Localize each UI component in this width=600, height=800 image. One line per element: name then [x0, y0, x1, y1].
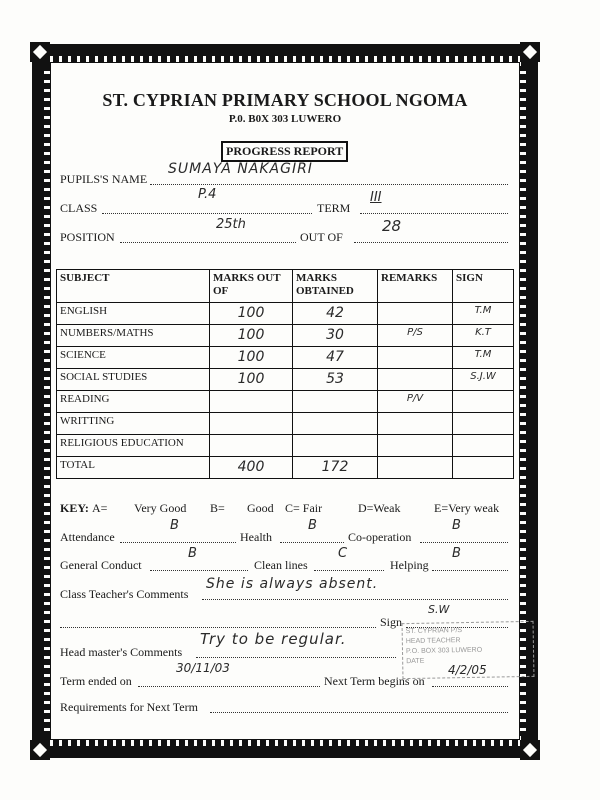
cooperation-value: B [452, 518, 461, 533]
key-a-text: Very Good [134, 501, 187, 515]
marks-obtained-cell [293, 435, 378, 457]
teacher-comments-value: She is always absent. [206, 576, 379, 592]
pupil-name-label: PUPILS'S NAME [60, 172, 148, 186]
clean-lines-label: Clean lines [254, 558, 308, 572]
attendance-label: Attendance [60, 530, 115, 544]
subject-cell: TOTAL [57, 457, 210, 479]
subject-cell: SOCIAL STUDIES [57, 369, 210, 391]
corner-ornament-icon [30, 42, 50, 62]
cooperation-label: Co-operation [348, 530, 412, 544]
term-ended-label: Term ended on [60, 674, 132, 688]
remarks-cell: P/V [378, 391, 453, 413]
requirements-line [210, 700, 508, 713]
marks-obtained-cell [293, 391, 378, 413]
clean-lines-line [314, 558, 384, 571]
sign-cell: T.M [453, 347, 514, 369]
key-b-text: Good [247, 501, 274, 515]
key-b: B= [210, 501, 225, 515]
table-row [57, 369, 514, 391]
teacher-comments-label: Class Teacher's Comments [60, 587, 189, 601]
subject-cell: READING [57, 391, 210, 413]
column-header: SIGN [453, 270, 514, 303]
key-d: D=Weak [358, 501, 401, 515]
attendance-value: B [170, 518, 179, 533]
class-label: CLASS [60, 201, 98, 215]
helping-label: Helping [390, 558, 429, 572]
corner-ornament-icon [520, 42, 540, 62]
marks-obtained-cell: 42 [293, 303, 378, 325]
key-a: A= [92, 501, 108, 515]
table-row [57, 325, 514, 347]
subject-cell: NUMBERS/MATHS [57, 325, 210, 347]
position-label: POSITION [60, 230, 115, 244]
out-of-value: 28 [382, 217, 402, 235]
marks-obtained-cell: 172 [293, 457, 378, 479]
column-header: MARKS OUT OF [210, 270, 293, 303]
stamp-line: ST. CYPRIAN P/S [405, 627, 463, 636]
pupil-name-value: SUMAYA NAKAGIRI [168, 161, 313, 177]
table-header-row [57, 270, 514, 303]
remarks-cell [378, 435, 453, 457]
head-comments-label: Head master's Comments [60, 645, 183, 659]
out-of-label: OUT OF [300, 230, 343, 244]
health-label: Health [240, 530, 272, 544]
remarks-cell [378, 303, 453, 325]
term-ended-line [138, 674, 320, 687]
marks-out-of-cell: 400 [210, 457, 293, 479]
term-ended-value: 30/11/03 [176, 661, 230, 675]
sign-cell: T.M [453, 303, 514, 325]
cooperation-line [420, 530, 508, 543]
po-box: P.0. B0X 303 LUWERO [228, 113, 342, 125]
remarks-cell [378, 369, 453, 391]
marks-out-of-cell [210, 413, 293, 435]
general-conduct-line [150, 558, 248, 571]
key-e: E=Very weak [434, 501, 500, 515]
remarks-cell: P/S [378, 325, 453, 347]
out-of-line [354, 230, 508, 243]
comments-continuation-line [60, 615, 376, 628]
marks-out-of-cell: 100 [210, 369, 293, 391]
subject-cell: WRITTING [57, 413, 210, 435]
table-row [57, 413, 514, 435]
marks-out-of-cell [210, 391, 293, 413]
marks-out-of-cell: 100 [210, 303, 293, 325]
column-header: MARKS OBTAINED [293, 270, 378, 303]
key-c: C= Fair [285, 501, 323, 515]
marks-out-of-cell [210, 435, 293, 457]
table-row [57, 347, 514, 369]
marks-out-of-cell: 100 [210, 325, 293, 347]
helping-line [432, 558, 508, 571]
marks-out-of-cell: 100 [210, 347, 293, 369]
helping-value: B [452, 546, 461, 561]
table-row [57, 435, 514, 457]
column-header: REMARKS [378, 270, 453, 303]
health-value: B [308, 518, 317, 533]
class-line [102, 201, 312, 214]
sign-cell [453, 391, 514, 413]
table-row [57, 457, 514, 479]
marks-table [56, 269, 514, 479]
subject-cell: ENGLISH [57, 303, 210, 325]
position-value: 25th [216, 217, 246, 232]
remarks-cell [378, 413, 453, 435]
corner-ornament-icon [520, 740, 540, 760]
stamp-line: HEAD TEACHER [405, 637, 461, 646]
sign-cell [453, 457, 514, 479]
sign-value: S.W [428, 603, 450, 616]
class-value: P.4 [198, 187, 217, 202]
term-line [360, 201, 508, 214]
subject-cell: RELIGIOUS EDUCATION [57, 435, 210, 457]
sign-label: Sign [380, 615, 403, 629]
report-title: PROGRESS REPORT [221, 141, 348, 162]
subject-cell: SCIENCE [57, 347, 210, 369]
term-value: III [370, 190, 382, 205]
sign-cell: S.J.W [453, 369, 514, 391]
next-term-label: Next Term begins on [324, 674, 425, 688]
general-conduct-value: B [188, 546, 197, 561]
key-label: KEY: [60, 501, 89, 515]
table-row [57, 391, 514, 413]
head-comments-value: Try to be regular. [200, 630, 347, 648]
table-row [57, 303, 514, 325]
remarks-cell [378, 347, 453, 369]
sign-cell: K.T [453, 325, 514, 347]
next-term-value: 4/2/05 [448, 663, 487, 677]
general-conduct-label: General Conduct [60, 558, 142, 572]
sign-cell [453, 435, 514, 457]
requirements-label: Requirements for Next Term [60, 700, 198, 714]
corner-ornament-icon [30, 740, 50, 760]
clean-lines-value: C [338, 546, 348, 561]
sign-cell [453, 413, 514, 435]
stamp-line: DATE [406, 657, 425, 666]
stamp-line: P.O. BOX 303 LUWERO [405, 646, 483, 656]
remarks-cell [378, 457, 453, 479]
marks-obtained-cell [293, 413, 378, 435]
marks-obtained-cell: 47 [293, 347, 378, 369]
column-header: SUBJECT [57, 270, 210, 303]
position-line [120, 230, 296, 243]
marks-obtained-cell: 53 [293, 369, 378, 391]
term-label: TERM [317, 201, 351, 215]
school-name: ST. CYPRIAN PRIMARY SCHOOL NGOMA [102, 90, 468, 110]
marks-obtained-cell: 30 [293, 325, 378, 347]
